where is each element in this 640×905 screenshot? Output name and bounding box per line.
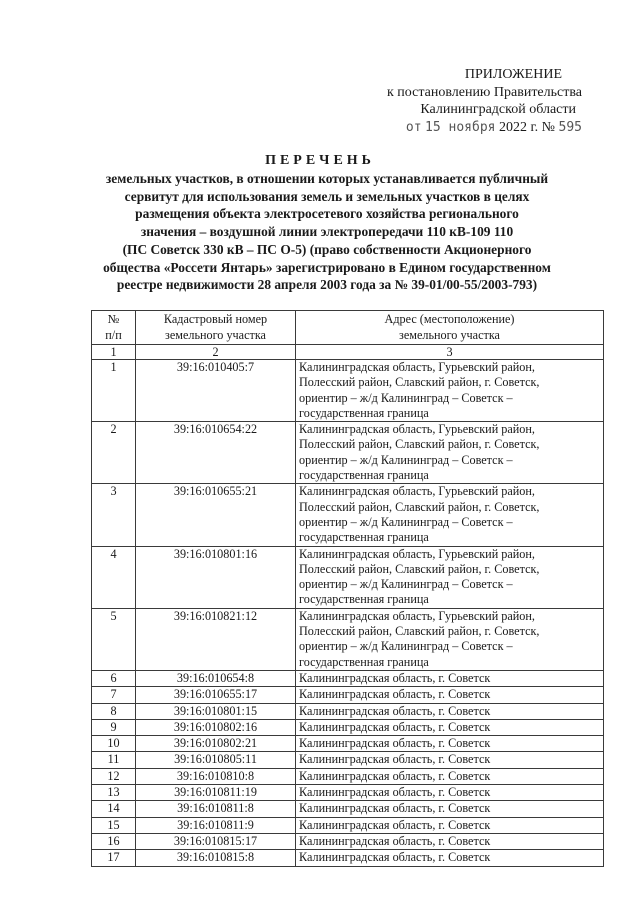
- address-line: государственная граница: [299, 654, 429, 669]
- column-number: 3: [296, 345, 604, 360]
- address-line: Калининградская область, Гурьевский район,: [299, 422, 535, 437]
- address-line: Калининградская область, г. Советск: [299, 670, 491, 685]
- cadastral-number-cell: 39:16:010802:21: [136, 736, 296, 752]
- appendix-header: [342, 66, 582, 136]
- subtitle-line: земельных участков, в отношении которых устанавливается публичный: [105, 171, 549, 186]
- address-cell: [296, 687, 604, 703]
- address-cell: [296, 422, 604, 484]
- table-row: [92, 546, 604, 608]
- address-line: Калининградская область, г. Советск: [299, 817, 491, 832]
- row-number-cell: 6: [92, 670, 136, 686]
- address-line: Калининградская область, г. Советск: [299, 768, 491, 783]
- header-number-line: №: [107, 312, 120, 326]
- address-line: Калининградская область, Гурьевский район,: [299, 360, 535, 374]
- cadastral-number-cell: 39:16:010821:12: [136, 608, 296, 670]
- cadastral-number-cell: 39:16:010801:16: [136, 546, 296, 608]
- cadastral-number-cell: 39:16:010802:16: [136, 719, 296, 735]
- address-cell: [296, 360, 604, 422]
- address-line: государственная граница: [299, 405, 429, 420]
- address-cell: [296, 801, 604, 817]
- appendix-region-line: Калининградской области: [420, 102, 576, 117]
- address-line: Калининградская область, г. Советск: [299, 719, 491, 734]
- header-number-line: п/п: [105, 327, 122, 342]
- table-row: [92, 768, 604, 784]
- address-line: Калининградская область, г. Советск: [299, 785, 491, 800]
- decree-number-stamp: 595: [558, 119, 582, 135]
- cadastral-number-cell: 39:16:010815:17: [136, 833, 296, 849]
- table-row: [92, 608, 604, 670]
- cadastral-number-cell: 39:16:010805:11: [136, 752, 296, 768]
- cadastral-number-cell: 39:16:010815:8: [136, 850, 296, 866]
- row-number-cell: 17: [92, 850, 136, 866]
- subtitle-line: размещения объекта электросетевого хозяйства регионального: [135, 206, 519, 222]
- table-body: [92, 345, 604, 867]
- address-cell: [296, 785, 604, 801]
- appendix-title: ПРИЛОЖЕНИЕ: [464, 67, 562, 82]
- address-line: Калининградская область, Гурьевский район,: [299, 608, 535, 623]
- table-row: [92, 801, 604, 817]
- address-line: Полесский район, Славский район, г. Советск,: [299, 624, 540, 639]
- row-number-cell: 9: [92, 719, 136, 735]
- row-number-cell: 1: [92, 360, 136, 422]
- address-cell: [296, 546, 604, 608]
- address-cell: [296, 670, 604, 686]
- subtitle-line: (ПС Советск 330 кВ – ПС О-5) (право собственности Акционерного: [122, 241, 532, 257]
- address-cell: [296, 768, 604, 784]
- address-line: ориентир – ж/д Калининград – Советск –: [299, 452, 513, 467]
- table-row: [92, 736, 604, 752]
- address-cell: [296, 752, 604, 768]
- decree-year: 2022 г. №: [498, 119, 556, 135]
- address-cell: [296, 833, 604, 849]
- table-row: [92, 817, 604, 833]
- row-number-cell: 5: [92, 608, 136, 670]
- address-line: Калининградская область, г. Советск: [299, 801, 491, 816]
- address-cell: [296, 850, 604, 866]
- row-number-cell: 7: [92, 687, 136, 703]
- table-row: [92, 752, 604, 768]
- appendix-decree-line: к постановлению Правительства: [386, 84, 582, 100]
- header-cadastral-line: Кадастровый номер: [163, 312, 268, 326]
- subtitle-line: общества «Россети Янтарь» зарегистрировано в Едином государственном: [103, 259, 551, 275]
- address-cell: [296, 608, 604, 670]
- cadastral-number-cell: 39:16:010405:7: [136, 360, 296, 422]
- address-line: Калининградская область, г. Советск: [299, 833, 491, 848]
- row-number-cell: 11: [92, 752, 136, 768]
- row-number-cell: 13: [92, 785, 136, 801]
- address-line: государственная граница: [299, 530, 429, 545]
- cadastral-number-cell: 39:16:010811:8: [136, 801, 296, 817]
- table-row: [92, 670, 604, 686]
- header-address-line: земельного участка: [399, 327, 500, 342]
- document-subtitle: [92, 170, 562, 294]
- row-number-cell: 16: [92, 833, 136, 849]
- address-line: Калининградская область, Гурьевский район,: [299, 484, 535, 499]
- header-address-line: Адрес (местоположение): [384, 312, 515, 326]
- header-cadastral-line: земельного участка: [165, 327, 266, 342]
- cadastral-number-cell: 39:16:010811:19: [136, 785, 296, 801]
- cadastral-number-cell: 39:16:010810:8: [136, 768, 296, 784]
- column-number: 1: [92, 345, 136, 360]
- address-cell: [296, 817, 604, 833]
- address-cell: [296, 736, 604, 752]
- decree-date-stamp: 15 ноября: [425, 119, 496, 135]
- table-row: [92, 850, 604, 866]
- header-cadastral: [136, 311, 296, 345]
- header-number: [92, 311, 136, 345]
- address-cell: [296, 719, 604, 735]
- address-line: ориентир – ж/д Калининград – Советск –: [299, 577, 513, 592]
- subtitle-line: реестре недвижимости 28 апреля 2003 года за № 39-01/00-55/2003-793): [116, 277, 538, 293]
- address-line: Полесский район, Славский район, г. Советск,: [299, 375, 540, 390]
- address-line: ориентир – ж/д Калининград – Советск –: [299, 390, 513, 405]
- address-line: Калининградская область, г. Советск: [299, 736, 491, 751]
- row-number-cell: 10: [92, 736, 136, 752]
- address-line: Калининградская область, г. Советск: [299, 752, 491, 767]
- table-header-row: [92, 311, 604, 345]
- cadastral-number-cell: 39:16:010654:22: [136, 422, 296, 484]
- table-row: [92, 360, 604, 422]
- row-number-cell: 4: [92, 546, 136, 608]
- document-title: ПЕРЕЧЕНЬ: [265, 153, 375, 168]
- address-cell: [296, 703, 604, 719]
- address-line: Калининградская область, г. Советск: [299, 703, 491, 718]
- date-prefix: от: [405, 119, 422, 135]
- cadastral-number-cell: 39:16:010655:17: [136, 687, 296, 703]
- cadastral-number-cell: 39:16:010654:8: [136, 670, 296, 686]
- table-row: [92, 703, 604, 719]
- table-row: [92, 719, 604, 735]
- table-row: [92, 422, 604, 484]
- row-number-cell: 14: [92, 801, 136, 817]
- row-number-cell: 8: [92, 703, 136, 719]
- address-line: Калининградская область, г. Советск: [299, 850, 491, 865]
- table-row: [92, 833, 604, 849]
- address-line: государственная граница: [299, 592, 429, 607]
- row-number-cell: 15: [92, 817, 136, 833]
- row-number-cell: 2: [92, 422, 136, 484]
- address-cell: [296, 484, 604, 546]
- address-line: Полесский район, Славский район, г. Советск,: [299, 437, 540, 452]
- table-row: [92, 785, 604, 801]
- row-number-cell: 12: [92, 768, 136, 784]
- address-line: Калининградская область, г. Советск: [299, 687, 491, 702]
- column-number: 2: [136, 345, 296, 360]
- table-row: [92, 484, 604, 546]
- decree-date-line: [342, 119, 582, 137]
- land-plots-table: [91, 310, 604, 867]
- address-line: Полесский район, Славский район, г. Советск,: [299, 561, 540, 576]
- column-number-row: [92, 345, 604, 360]
- table-row: [92, 687, 604, 703]
- address-line: ориентир – ж/д Калининград – Советск –: [299, 639, 513, 654]
- cadastral-number-cell: 39:16:010811:9: [136, 817, 296, 833]
- cadastral-number-cell: 39:16:010801:15: [136, 703, 296, 719]
- address-line: Полесский район, Славский район, г. Советск,: [299, 499, 540, 514]
- address-line: Калининградская область, Гурьевский район,: [299, 546, 535, 561]
- subtitle-line: сервитут для использования земель и земельных участков в целях: [124, 188, 530, 204]
- subtitle-line: значения – воздушной линии электропередачи 110 кВ-109 110: [140, 224, 514, 240]
- header-address: [296, 311, 604, 345]
- cadastral-number-cell: 39:16:010655:21: [136, 484, 296, 546]
- address-line: ориентир – ж/д Калининград – Советск –: [299, 514, 513, 529]
- row-number-cell: 3: [92, 484, 136, 546]
- address-line: государственная граница: [299, 468, 429, 483]
